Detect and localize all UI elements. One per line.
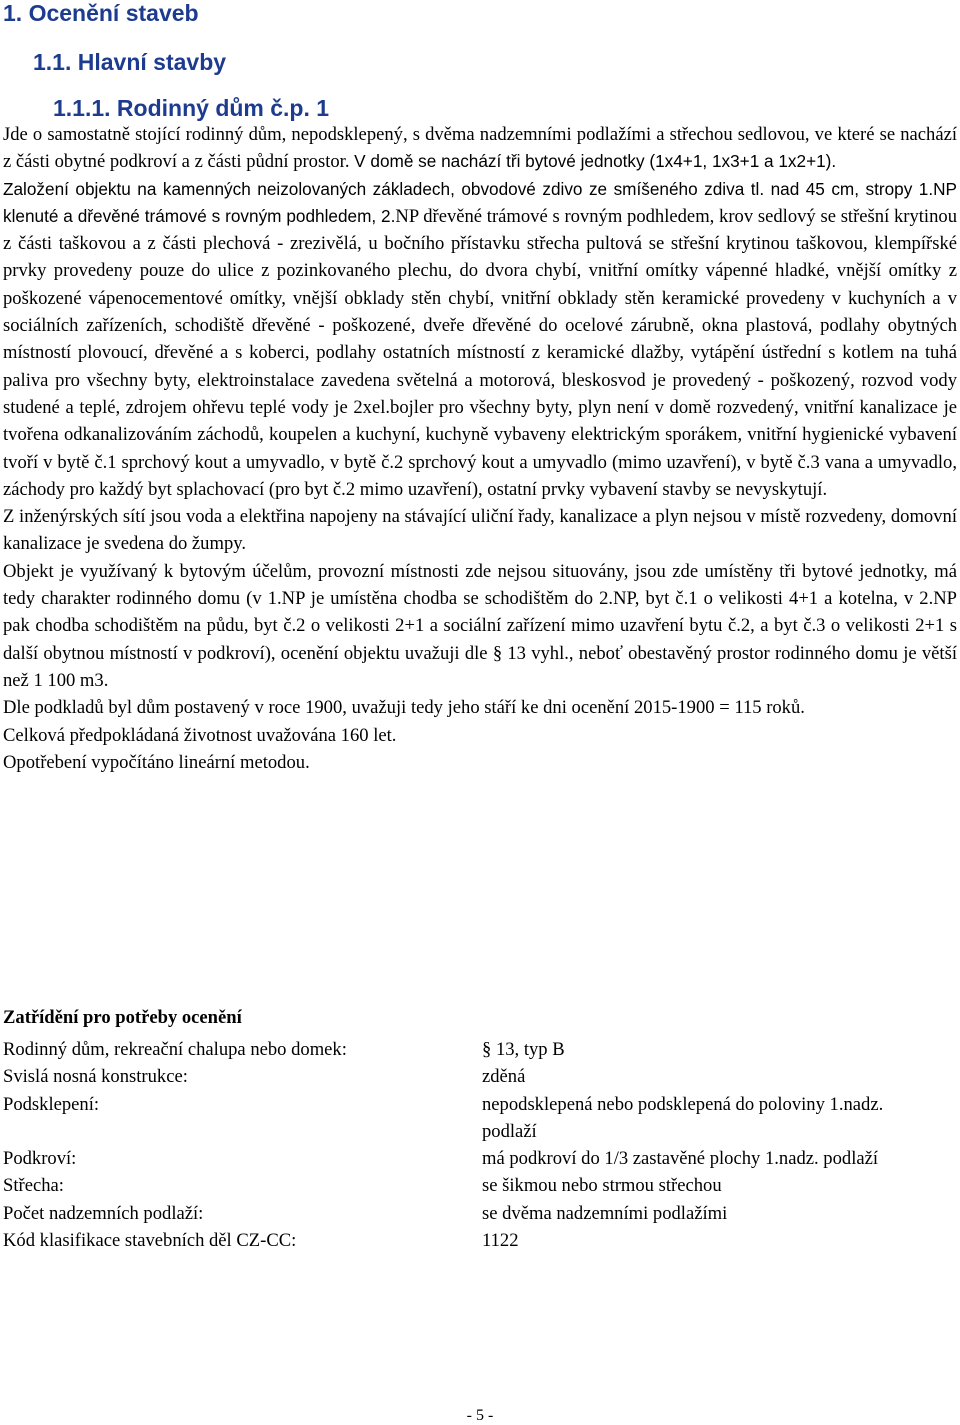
paragraph-intro xyxy=(3,121,957,176)
classification-value: se šikmou nebo strmou střechou xyxy=(482,1175,722,1197)
paragraph-construction xyxy=(3,176,957,504)
heading-level-2: 1.1. Hlavní stavby xyxy=(33,49,227,75)
classification-row xyxy=(3,1091,957,1146)
heading-level-3: 1.1.1. Rodinný dům č.p. 1 xyxy=(53,95,330,121)
paragraph-wear: Opotřebení vypočítáno lineární metodou. xyxy=(3,751,310,773)
classification-value: 1122 xyxy=(482,1230,519,1252)
classification-heading: Zatřídění pro potřeby ocenění xyxy=(3,1007,242,1028)
classification-row xyxy=(3,1172,957,1199)
classification-key: Kód klasifikace stavebních děl CZ-CC: xyxy=(3,1230,297,1252)
classification-key: Rodinný dům, rekreační chalupa nebo domek: xyxy=(3,1039,347,1060)
construction-sans-text: Založení objektu na kamenných neizolovaných základech, obvodové zdivo ze smíšeného zdiva tl. nad 45 cm, stropy 1.NP klenuté a dřevěné trámové s rovným podhledem, 2. xyxy=(3,178,957,226)
intro-text: Jde o samostatně stojící rodinný dům, nepodsklepený, s dvěma nadzemními podlažími a střechou sedlovou, ve které se nachází z části obytné podkroví a z části půdní prostor. xyxy=(3,124,957,173)
paragraph-lifetime: Celková předpokládaná životnost uvažována 160 let. xyxy=(3,724,397,746)
classification-key: Počet nadzemních podlaží: xyxy=(3,1202,204,1224)
classification-key: Svislá nosná konstrukce: xyxy=(3,1066,188,1088)
classification-value: se dvěma nadzemními podlažími xyxy=(482,1202,728,1224)
intro-units-text: V domě se nachází tři bytové jednotky (1x4+1, 1x3+1 a 1x2+1). xyxy=(354,151,837,172)
paragraph-age: Dle podkladů byl dům postavený v roce 1900, uvažuji tedy jeho stáří ke dni ocenění 2015-1900 = 115 roků. xyxy=(3,697,805,719)
classification-value: nepodsklepená nebo podsklepená do poloviny 1.nadz. podlaží xyxy=(482,1093,884,1142)
page-number: - 5 - xyxy=(466,1407,494,1424)
classification-table xyxy=(3,1036,957,1254)
paragraph-utilities: Z inženýrských sítí jsou voda a elektřina napojeny na stávající uliční řady, kanalizace a plyn nejsou v místě rozvedeny, domovní kanalizace je svedena do žumpy. xyxy=(3,506,957,555)
description-body xyxy=(3,121,957,776)
paragraph-usage: Objekt je využívaný k bytovým účelům, provozní místnosti zde nejsou situovány, jsou zde umístěny tři bytové jednotky, má tedy charakter rodinného domu (v 1.NP je umístěna chodba se schodištěm do 2.NP, byt č.1 o velikosti 4+1 a kotelna, v 2.NP pak chodba schodištěm na půdu, byt č.2 o velikosti 2+1 a sociální zařízení mimo uzavření bytu č.2, a byt č.3 o velikosti 2+1 s další obytnou místností v podkroví), ocenění objektu uvažuji dle § 13 vyhl., neboť obestavěný prostor rodinného domu je větší než 1 100 m3. xyxy=(3,560,957,691)
classification-key: Podsklepení: xyxy=(3,1093,100,1115)
classification-row xyxy=(3,1145,957,1172)
classification-value: má podkroví do 1/3 zastavěné plochy 1.nadz. podlaží xyxy=(482,1148,879,1170)
classification-value: § 13, typ B xyxy=(482,1039,565,1060)
construction-text: NP dřevěné trámové s rovným podhledem, krov sedlový se střešní krytinou z části taškovou a z části plechová - zrezivělá, u bočního přístavku střecha pultová se střešní krytinou taškovou, klempířské prvky provedeny pouze do ulice z pozinkovaného plechu, do dvora chybí, vnitřní omítky vápenné hladké, vnější omítky z poškozené vápenocementové omítky, vnější obklady stěn chybí, vnitřní obklady stěn keramické provedeny v kuchyních a v sociálních zařízeních, schodiště dřevěné - poškozené, dveře dřevěné do ocelové zárubně, okna plastová, podlahy obytných místností plovoucí, dřevěné a s koberci, podlahy ostatních místností z keramické dlažby, vytápění ústřední s kotlem na tuhá paliva pro všechny byty, elektroinstalace zavedena světelná a motorová, bleskosvod je provedený - poškozený, rozvod vody studené a teplé, zdrojem ohřevu teplé vody je 2xel.bojler pro všechny byty, plyn není v domě rozvedený, vnitřní kanalizace je tvořena odkanalizováním záchodů, koupelen a kuchyní, kuchyně vybaveny elektrickým sporákem, vnitřní hygienické vybavení tvoří v bytě č.1 sprchový kout a umyvadlo, v bytě č.2 sprchový kout a umyvadlo (mimo uzavření), v bytě č.3 vana a umyvadlo, záchody pro každý byt splachovací (pro byt č.2 mimo uzavření), ostatní prvky vybavení stavby se nevyskytují. xyxy=(3,205,957,500)
classification-row xyxy=(3,1063,957,1090)
classification-row xyxy=(3,1200,957,1227)
classification-key: Střecha: xyxy=(3,1175,64,1197)
classification-row xyxy=(3,1036,957,1063)
classification-key: Podkroví: xyxy=(3,1148,77,1170)
heading-level-1: 1. Ocenění staveb xyxy=(3,0,199,26)
classification-row xyxy=(3,1227,957,1254)
classification-value: zděná xyxy=(482,1066,526,1088)
